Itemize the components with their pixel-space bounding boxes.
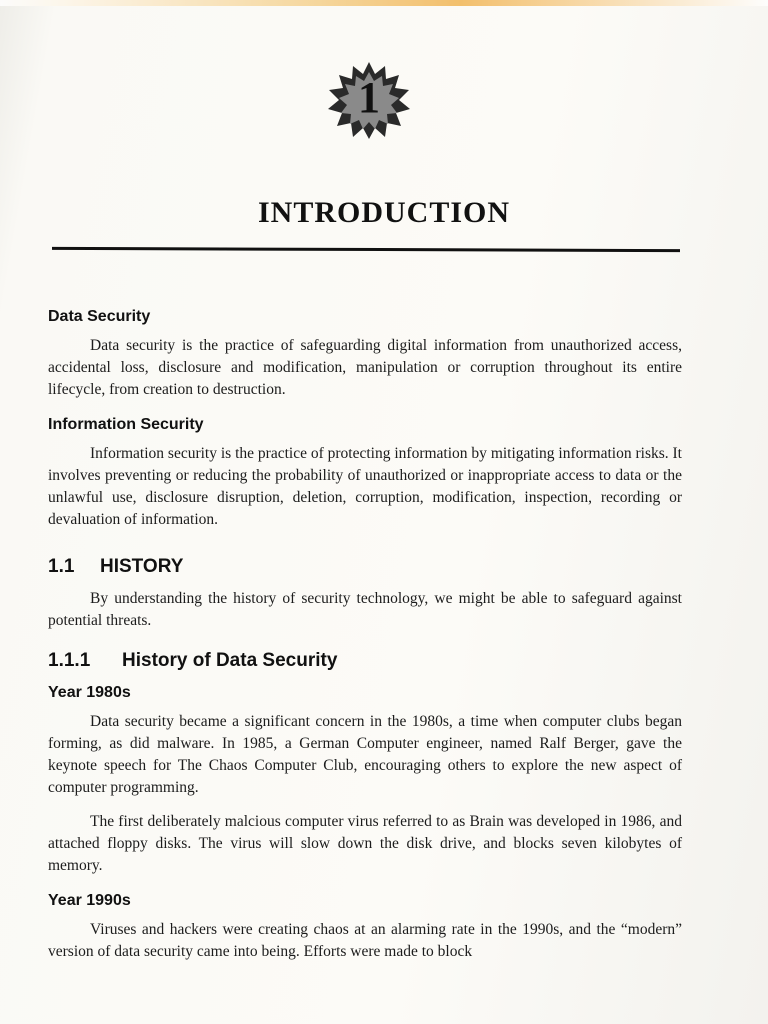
- section-heading: Information Security: [48, 416, 204, 433]
- section-title: HISTORY: [100, 556, 184, 577]
- section-paragraph: The first deliberately malcious computer virus referred to as Brain was developed in 1986, and attached floppy disks. The virus will slow down the disk drive, and blocks seven kilobytes of memory.: [48, 813, 682, 874]
- year-heading: Year 1990s: [48, 892, 131, 909]
- section-paragraph: Viruses and hackers were creating chaos at an alarming rate in the 1990s, and the “modern” version of data security came into being. Efforts were made to block: [48, 921, 682, 960]
- subsection-title: History of Data Security: [122, 650, 338, 671]
- section-year-1980s: [48, 684, 682, 877]
- section-paragraph: Data security is the practice of safeguarding digital information from unauthorized access, accidental loss, disclosure and modification, manipulation or corruption throughout its entire lifecycle, from creation to destruction.: [48, 337, 682, 398]
- section-information-security: [48, 416, 682, 531]
- section-paragraph: Data security became a significant concern in the 1980s, a time when computer clubs began forming, as did malware. In 1985, a German Computer engineer, named Ralf Berger, gave the keynote speech for The Chaos Computer Club, encouraging others to explore the new aspect of computer programming.: [48, 713, 682, 796]
- section-paragraph: By understanding the history of security technology, we might be able to safeguard against potential threats.: [48, 590, 682, 629]
- chapter-title: INTRODUCTION: [257, 196, 511, 229]
- subsection-heading: [48, 650, 682, 672]
- section-data-security: [48, 308, 682, 401]
- section-history-of-data-security: [48, 650, 682, 672]
- section-paragraph: Information security is the practice of protecting information by mitigating information risks. It involves preventing or reducing the probability of unauthorized or inappropriate access to data or the unlawful use, disclosure disruption, deletion, corruption, modification, inspection, recording or devaluation of information.: [48, 445, 682, 528]
- chapter-number: 1: [358, 73, 380, 122]
- section-number: 1.1: [48, 556, 75, 577]
- section-history: [48, 556, 682, 632]
- page-top-edge: [0, 0, 768, 6]
- section-heading: Data Security: [48, 308, 151, 325]
- subsection-number: 1.1.1: [48, 650, 91, 671]
- year-heading: Year 1980s: [48, 684, 131, 701]
- chapter-number-badge: [325, 60, 413, 140]
- section-heading: [48, 556, 682, 578]
- section-year-1990s: [48, 892, 682, 963]
